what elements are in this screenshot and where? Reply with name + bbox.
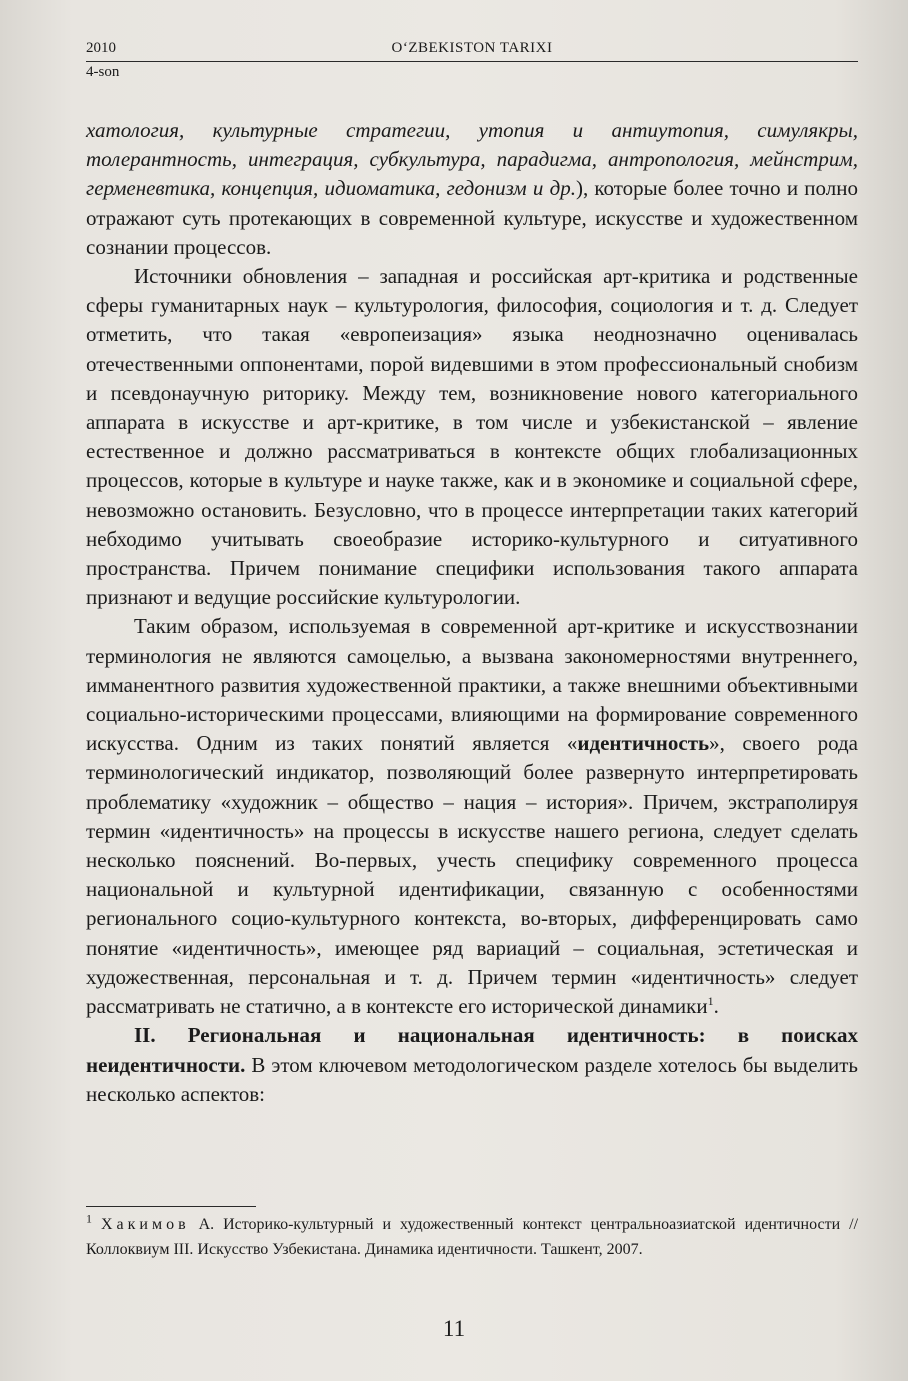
footnote-number: 1: [86, 1211, 92, 1226]
continuation-paragraph: [86, 116, 858, 262]
footnote-separator: [86, 1206, 256, 1207]
identity-text-before: Таким образом, используемая в современной арт-критике и искусствознании терминология не являются самоцелью, а вызвана закономерностями внутреннего, имманентного развития художественной практики, а также внешними объективными социально-историческими процессами, влияющими на формирование современного искусства. Одним из таких понятий является «: [86, 614, 858, 756]
identity-text-end: .: [713, 994, 719, 1019]
identity-text-after: », своего рода терминологический индикатор, позволяющий более развернуто интерпретировать проблематику «художник – общество – нация – история». Причем, экстраполируя термин «идентичность» на процессы в искусстве нашего региона, следует сделать несколько пояснений. Во-первых, учесть специфику современного процесса национальной и культурной идентификации, связанную с особенностями регионального социо-культурного контекста, во-вторых, дифференцировать само понятие «идентичность», имеющее ряд вариаций – социальная, эстетическая и художественная, персональная и т. д. Причем термин «идентичность» следует рассматривать не статично, а в контексте его исторической динамики: [86, 731, 858, 1019]
page-number: 11: [442, 1316, 466, 1341]
section-text: В этом ключевом методологическом разделе хотелось бы выделить несколько аспектов:: [86, 1052, 858, 1106]
article-body: [86, 116, 858, 1109]
footnote-author: Хакимов: [100, 1216, 190, 1233]
footnote: [86, 1212, 858, 1262]
header-rule: [86, 61, 858, 62]
footnote-reference: 1: [707, 994, 714, 1009]
header-journal-title: O‘ZBEKISTON TARIXI: [391, 40, 553, 56]
identity-term: идентичность: [577, 731, 710, 756]
section-paragraph: [86, 1021, 858, 1109]
italic-terms: хатология, культурные стратегии, утопия и антиутопия, симулякры, толерантность, интеграция, субкультура, парадигма, антропология, мейнстрим, герменевтика, концепция, идиоматика, гедонизм и др.: [86, 118, 858, 201]
paragraph-identity: [86, 612, 858, 1021]
footnote-text: А. Историко-культурный и художественный контекст центральноазиатской идентичности // Коллоквиум III. Искусство Узбекистана. Динамика идентичности. Ташкент, 2007.: [86, 1216, 859, 1258]
continuation-rest: ), которые более точно и полно отражают суть протекающих в современной культуре, искусстве и художественном сознании процессов.: [86, 176, 858, 259]
header-year: 2010: [86, 40, 116, 56]
section-heading: II. Региональная и национальная идентичность: в поисках неидентичности.: [86, 1023, 858, 1077]
paragraph-sources: Источники обновления – западная и российская арт-критика и родственные сферы гуманитарных наук – культурология, философия, социология и т. д. Следует отметить, что такая «европеизация» языка неоднозначно оценивалась отечественными оппонентами, порой видевшими в этом профессиональный снобизм и псевдонаучную риторику. Между тем, возникновение нового категориального аппарата в искусстве и арт-критике, в том числе и узбекистанской – явление естественное и должно рассматриваться в контексте общих глобализационных процессов, которые в культуре и науке также, как и в экономике и социальной сфере, невозможно остановить. Безусловно, что в процессе интерпретации таких категорий небходимо учитывать своеобразие историко-культурного и ситуативного пространства. Причем понимание специфики использования такого аппарата признают и ведущие российские культурологии.: [86, 264, 858, 610]
header-issue: 4-son: [86, 64, 120, 80]
